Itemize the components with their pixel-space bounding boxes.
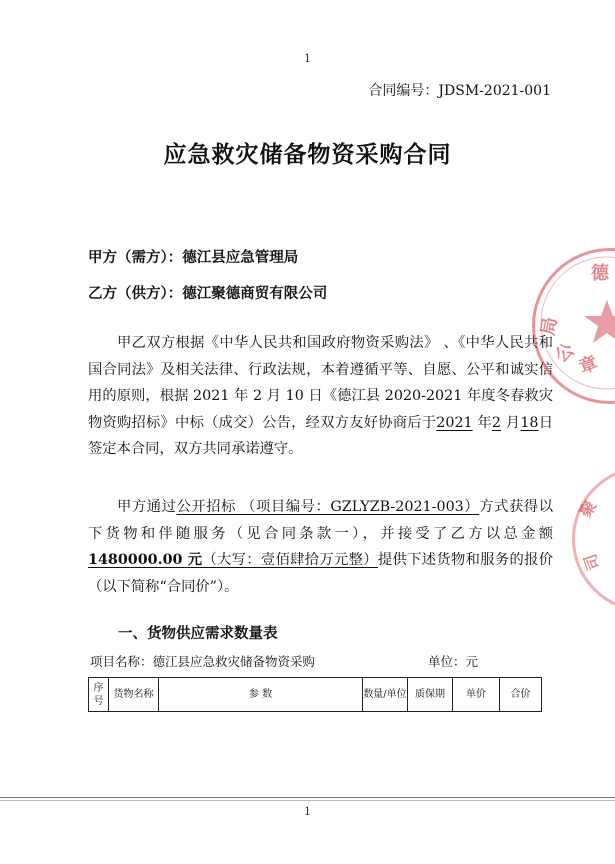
table-header-row <box>89 678 542 712</box>
contract-number: 合同编号：JDSM-2021-001 <box>368 83 551 99</box>
section-title-goods: 一、货物供应需求数量表 <box>118 625 278 642</box>
total-amount-upper: （大写：壹佰肆拾万元整） <box>202 552 378 568</box>
page-number-bottom: 1 <box>304 805 311 818</box>
sign-month-suffix: 月 <box>501 414 521 431</box>
col-header-quantity: 数量/单位 <box>363 678 408 712</box>
sign-year: 2021 <box>436 414 473 431</box>
para1-text-before: 甲乙双方根据《中华人民共和国政府物资采购法》 、《中华人民共和国合同法》及相关法律、行政法规，本着遵循平等、自愿、公平和诚实信用的原则，根据 2021 年 2 月 10 日《德江县 2020-2021 年度冬春救灾物资购招标》中标（成交）公告，经双方友好协商后于 <box>88 335 553 431</box>
paragraph-basis <box>88 330 553 463</box>
para1-text-after: 日签定本合同，双方共同承诺遵守。 <box>88 414 554 457</box>
seal-glyph-3: 公 <box>551 339 579 367</box>
seal-lower-glyph-1: 聚 <box>575 497 601 521</box>
procurement-method: 公开招标 （项目编号：GZLYZB-2021-003） <box>176 499 480 515</box>
page-number-top: 1 <box>304 52 311 65</box>
col-header-seq: 序号 <box>89 678 109 712</box>
party-a: 甲方（需方）：德江县应急管理局 <box>88 249 299 266</box>
paragraph-procurement <box>88 494 553 600</box>
party-b: 乙方（供方）：德江聚德商贸有限公司 <box>88 285 328 302</box>
col-header-params: 参 数 <box>159 678 363 712</box>
col-header-total-price: 合价 <box>500 678 542 712</box>
official-seal-lower <box>572 466 615 612</box>
para2-text-after: 提供下述货物和服务的报价（以下简称“合同价”）。 <box>88 552 554 595</box>
currency-unit: 单位：元 <box>428 654 479 669</box>
document-title: 应急救灾储备物资采购合同 <box>163 141 452 168</box>
col-header-goods-name: 货物名称 <box>109 678 159 712</box>
col-header-warranty: 质保期 <box>408 678 453 712</box>
seal-glyph-2: 局 <box>537 315 562 337</box>
goods-table <box>88 677 542 712</box>
para2-text-before: 甲方通过 <box>117 499 177 515</box>
col-header-unit-price: 单价 <box>453 678 500 712</box>
total-amount: 1480000.00 元 <box>88 552 203 568</box>
page-break-line <box>0 797 615 798</box>
sign-month: 2 <box>491 414 502 431</box>
seal-glyph-1: 德 <box>591 263 609 284</box>
official-seal-upper <box>532 248 615 404</box>
seal-lower-glyph-2: 司 <box>580 551 604 573</box>
sign-year-suffix: 年 <box>472 414 492 431</box>
project-name: 项目名称：德江县应急救灾储备物资采购 <box>90 654 316 669</box>
sign-day: 18 <box>520 414 539 431</box>
para2-text-middle: 方式获得以下货物和伴随服务（见合同条款一），并接受了乙方以总金额 <box>88 499 554 542</box>
page-break-line-2 <box>0 800 615 801</box>
seal-glyph-4: 章 <box>576 352 601 379</box>
